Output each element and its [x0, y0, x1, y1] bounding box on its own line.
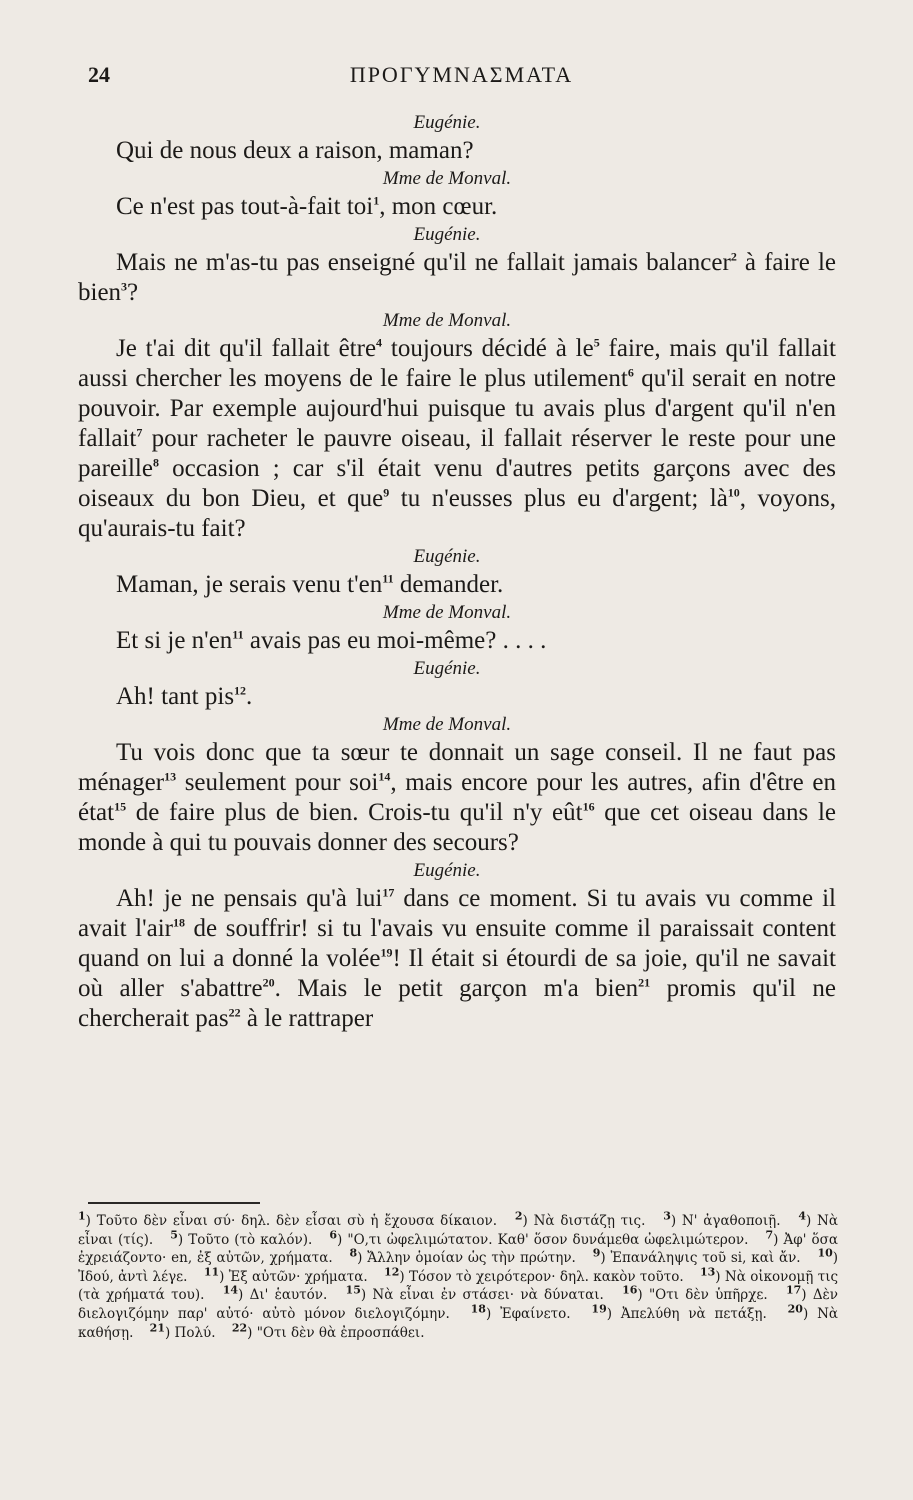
- speech-text: , mon cœur.: [379, 193, 498, 220]
- footnote-ref: 10: [727, 485, 740, 500]
- footnote-ref: 8: [152, 455, 159, 470]
- speech-text: avais pas eu moi-même? . . . .: [243, 627, 547, 654]
- speaker-name: Eugénie.: [413, 658, 481, 679]
- footnote-number: 16: [622, 1283, 638, 1297]
- speech-paragraph: [78, 738, 836, 858]
- speech-paragraph: [78, 626, 836, 656]
- footnote-text: Ἐφαίνετο.: [500, 1305, 571, 1322]
- footnote-text: Δὲν διελογιζόμην παρ' αὐτό· αὐτὸ μόνον διελογιζόμην.: [78, 1287, 839, 1322]
- footnote-number: 17: [785, 1283, 802, 1297]
- page-number: 24: [88, 62, 110, 87]
- footnote-number: 1: [78, 1209, 86, 1223]
- footnote-text: Ἀφ' ὅσα ἐχρειάζοντο· en, ἐξ αὐτῶν, χρήματα.: [78, 1231, 838, 1267]
- footnote-text: Νὰ διστάζῃ τις.: [533, 1213, 646, 1229]
- footnote-text: Νὰ εἶναι ἐν στάσει· νὰ δύναται.: [372, 1287, 604, 1304]
- speaker-name: Mme de Monval.: [382, 168, 512, 189]
- footnote-number: 21: [149, 1321, 165, 1335]
- footnote-ref: 16: [582, 799, 595, 814]
- speech-paragraph: [78, 192, 836, 222]
- footnote-ref: 11: [382, 571, 394, 586]
- footnote-ref: 17: [382, 885, 395, 900]
- speech-text: ?: [127, 279, 139, 306]
- footnote-item: $^{22}$) "Οτι δὲν θὰ ἐπροσπάθει.: [231, 1321, 425, 1341]
- speech-paragraph: [78, 884, 836, 1034]
- footnote-text: "Οτι δὲν ὑπῆρχε.: [648, 1287, 768, 1304]
- footnote-number: 11: [203, 1265, 220, 1279]
- speaker-name: Eugénie.: [413, 546, 481, 567]
- footnote-item: $^{21}$) Πολύ.: [149, 1321, 216, 1341]
- speech-text: dans ce moment. Si tu avais vu comme il avait l'air: [78, 885, 837, 942]
- footnote-ref: 7: [136, 425, 143, 440]
- footnote-item: $^9$) Ἐπανάληψις τοῦ si, καὶ ἄν.: [592, 1246, 801, 1267]
- footnote-ref: 1: [373, 193, 380, 208]
- footnote-text: Ν' ἀγαθοποιῇ.: [681, 1213, 781, 1229]
- speech-text: toujours décidé à le: [382, 335, 594, 362]
- speech-text: promis qu'il ne chercherait pas: [78, 975, 836, 1032]
- speaker-name: Mme de Monval.: [382, 310, 512, 331]
- footnote-item: $^{19}$) Ἀπελύθη νὰ πετάξῃ.: [591, 1302, 767, 1322]
- footnote-number: 2: [514, 1209, 523, 1223]
- footnotes: [78, 1209, 839, 1342]
- footnote-text: Νὰ οἰκονομῇ τις (τὰ χρήματά του).: [78, 1268, 839, 1304]
- speaker-name: Eugénie.: [413, 224, 481, 245]
- footnote-item: $^5$) Τοῦτο (τὸ καλόν).: [170, 1228, 313, 1248]
- speech-paragraph: [78, 570, 836, 600]
- footnote-number: 13: [699, 1265, 716, 1279]
- speech-text: , voyons, qu'aurais-tu fait?: [78, 485, 837, 542]
- page-header: [88, 62, 835, 92]
- footnote-ref: 4: [376, 335, 383, 350]
- speaker-name: Mme de Monval.: [382, 714, 512, 735]
- speech-text: Ah! tant pis: [116, 683, 235, 710]
- speech-text: tu n'eusses plus eu d'argent; là: [389, 485, 728, 512]
- footnote-ref: 9: [383, 485, 390, 500]
- footnote-item: $^1$) Τοῦτο δὲν εἶναι σύ· δηλ. δὲν εἶσαι σὺ ἡ ἔχουσα δίκαιον.: [78, 1209, 498, 1229]
- footnote-text: Τοῦτο δὲν εἶναι σύ· δηλ. δὲν εἶσαι σὺ ἡ ἔχουσα δίκαιον.: [96, 1213, 498, 1229]
- footnote-ref: 19: [380, 945, 393, 960]
- speech-text: à faire le bien: [78, 249, 837, 306]
- footnote-number: 20: [787, 1302, 803, 1316]
- footnote-ref: 14: [378, 769, 391, 784]
- footnote-text: Δι' ἑαυτόν.: [249, 1287, 328, 1304]
- footnote-text: "Οτι δὲν θὰ ἐπροσπάθει.: [256, 1324, 425, 1341]
- footnote-number: 5: [170, 1228, 178, 1242]
- speech-text: ! Il était si étourdi de sa joie, qu'il ne savait où aller s'abattre: [78, 945, 836, 1002]
- footnote-item: $^{18}$) Ἐφαίνετο.: [470, 1302, 571, 1322]
- footnote-text: Πολύ.: [174, 1324, 216, 1341]
- footnote-item: $^{13}$) Νὰ οἰκονομῇ τις (τὰ χρήματά του).: [78, 1265, 839, 1304]
- speech-text: Ah! je ne pensais qu'à lui: [116, 885, 383, 912]
- speaker-name: Mme de Monval.: [382, 602, 512, 623]
- footnote-text: Νὰ εἶναι (τίς).: [78, 1213, 838, 1248]
- speech-text: Ce n'est pas tout-à-fait toi: [116, 193, 374, 220]
- speech-paragraph: [78, 136, 836, 166]
- speech-text: de faire plus de bien. Crois-tu qu'il n'y eût: [126, 799, 583, 826]
- speech-text: seulement pour soi: [176, 769, 379, 796]
- footnote-number: 14: [222, 1283, 239, 1297]
- footnote-ref: 15: [114, 799, 127, 814]
- footnote-item: $^{10}$) Ἰδού, ἀντὶ λέγε.: [78, 1246, 839, 1285]
- footnote-number: 18: [470, 1302, 486, 1316]
- footnote-item: $^{20}$) Νὰ καθήσῃ.: [78, 1302, 839, 1341]
- speech-text: qu'il serait en notre pouvoir. Par exemple aujourd'hui puisque tu avais plus d'argent qu'il n'en fallait: [78, 365, 836, 452]
- footnote-text: Τόσον τὸ χειρότερον· δηλ. κακὸν τοῦτο.: [408, 1268, 684, 1285]
- footnote-item: $^4$) Νὰ εἶναι (τίς).: [78, 1209, 838, 1248]
- footnote-item: $^3$) Ν' ἀγαθοποιῇ.: [663, 1209, 781, 1229]
- footnote-number: 4: [798, 1209, 806, 1223]
- footnote-ref: 6: [627, 365, 634, 380]
- speaker-name: Eugénie.: [413, 860, 481, 881]
- footnote-number: 22: [231, 1321, 248, 1335]
- speaker-name: Eugénie.: [413, 112, 481, 133]
- running-title: ΠΡΟΓΥΜΝΑΣΜΑΤΑ: [349, 62, 574, 87]
- speech-text: occasion ; car s'il était venu d'autres petits garçons avec des oiseaux du bon Dieu, et que: [78, 455, 836, 512]
- footnote-text: Ἐπανάληψις τοῦ si, καὶ ἄν.: [610, 1250, 801, 1267]
- footnote-text: "Ο,τι ὠφελιμώτατον. Καθ' ὅσον δυνάμεθα ὠφελιμώτερον.: [347, 1231, 749, 1248]
- footnote-ref: 22: [228, 1005, 241, 1020]
- footnote-text: Νὰ καθήσῃ.: [78, 1305, 839, 1341]
- footnote-item: $^7$) Ἀφ' ὅσα ἐχρειάζοντο· en, ἐξ αὐτῶν, χρήματα.: [78, 1228, 838, 1267]
- footnote-item: $^8$) Ἄλλην ὁμοίαν ὡς τὴν πρώτην.: [349, 1246, 576, 1267]
- speech-text: à le rattraper: [240, 1005, 374, 1032]
- footnote-number: 19: [591, 1302, 607, 1316]
- speech-text: Tu vois donc que ta sœur te donnait un sage conseil. Il ne faut pas ménager: [78, 739, 836, 796]
- footnote-number: 6: [329, 1228, 337, 1242]
- footnote-rule: [88, 1202, 260, 1204]
- speech-text: Je t'ai dit qu'il fallait être: [116, 335, 377, 362]
- speech-text: Maman, je serais venu t'en: [116, 571, 383, 598]
- footnote-number: 12: [384, 1265, 400, 1279]
- footnote-text: Ἐξ αὐτῶν· χρήματα.: [228, 1268, 368, 1285]
- speech-text: Et si je n'en: [116, 627, 233, 654]
- footnote-number: 8: [349, 1246, 358, 1260]
- footnote-number: 9: [592, 1246, 601, 1260]
- footnote-item: $^{14}$) Δι' ἑαυτόν.: [222, 1283, 328, 1304]
- speech-text: faire, mais qu'il fallait aussi chercher les moyens de le faire le plus utilement: [78, 335, 836, 392]
- footnote-ref: 11: [232, 627, 244, 642]
- footnote-item: $^{15}$) Νὰ εἶναι ἐν στάσει· νὰ δύναται.: [345, 1283, 604, 1304]
- footnote-ref: 2: [730, 249, 737, 264]
- footnote-number: 10: [817, 1246, 833, 1260]
- footnote-text: Τοῦτο (τὸ καλόν).: [188, 1231, 313, 1248]
- speech-text: Qui de nous deux a raison, maman?: [116, 137, 474, 164]
- footnote-text: Ἀπελύθη νὰ πετάξῃ.: [620, 1305, 767, 1322]
- footnote-item: $^{17}$) Δὲν διελογιζόμην παρ' αὐτό· αὐτὸ μόνον διελογιζόμην.: [78, 1283, 839, 1322]
- speech-text: demander.: [393, 571, 504, 598]
- speech-text: .: [246, 683, 253, 710]
- speech-paragraph: [78, 334, 836, 544]
- speech-paragraph: [78, 682, 836, 712]
- speech-text: , mais encore pour les autres, afin d'être en état: [78, 769, 836, 826]
- footnote-ref: 21: [638, 975, 651, 990]
- footnote-number: 3: [663, 1209, 671, 1223]
- speech-text: pour racheter le pauvre oiseau, il fallait réserver le reste pour une pareille: [78, 425, 836, 482]
- footnote-item: $^6$) "Ο,τι ὠφελιμώτατον. Καθ' ὅσον δυνάμεθα ὠφελιμώτερον.: [329, 1228, 749, 1248]
- footnote-ref: 3: [121, 279, 128, 294]
- speech-text: de souffrir! si tu l'avais vu ensuite comme il paraissait content quand on lui a donné la volée: [78, 915, 836, 972]
- footnote-number: 15: [345, 1283, 361, 1297]
- speech-text: Mais ne m'as-tu pas enseigné qu'il ne fallait jamais balancer: [116, 249, 731, 276]
- footnote-number: 7: [765, 1228, 774, 1242]
- footnote-ref: 5: [593, 335, 600, 350]
- footnote-item: $^2$) Νὰ διστάζῃ τις.: [514, 1209, 646, 1229]
- footnote-ref: 12: [234, 683, 247, 698]
- footnote-ref: 20: [262, 975, 275, 990]
- footnote-text: Ἄλλην ὁμοίαν ὡς τὴν πρώτην.: [367, 1250, 576, 1267]
- dialogue-body: [78, 110, 836, 1034]
- speech-text: . Mais le petit garçon m'a bien: [274, 975, 639, 1002]
- footnote-ref: 18: [172, 915, 185, 930]
- speech-text: que cet oiseau dans le monde à qui tu pouvais donner des secours?: [78, 799, 837, 856]
- footnote-item: $^{16}$) "Οτι δὲν ὑπῆρχε.: [622, 1283, 768, 1304]
- footnote-ref: 13: [164, 769, 177, 784]
- speech-paragraph: [78, 248, 836, 308]
- footnote-item: $^{12}$) Τόσον τὸ χειρότερον· δηλ. κακὸν τοῦτο.: [384, 1265, 684, 1285]
- footnote-item: $^{11}$) Ἐξ αὐτῶν· χρήματα.: [203, 1265, 368, 1285]
- footnote-text: Ἰδού, ἀντὶ λέγε.: [78, 1268, 188, 1285]
